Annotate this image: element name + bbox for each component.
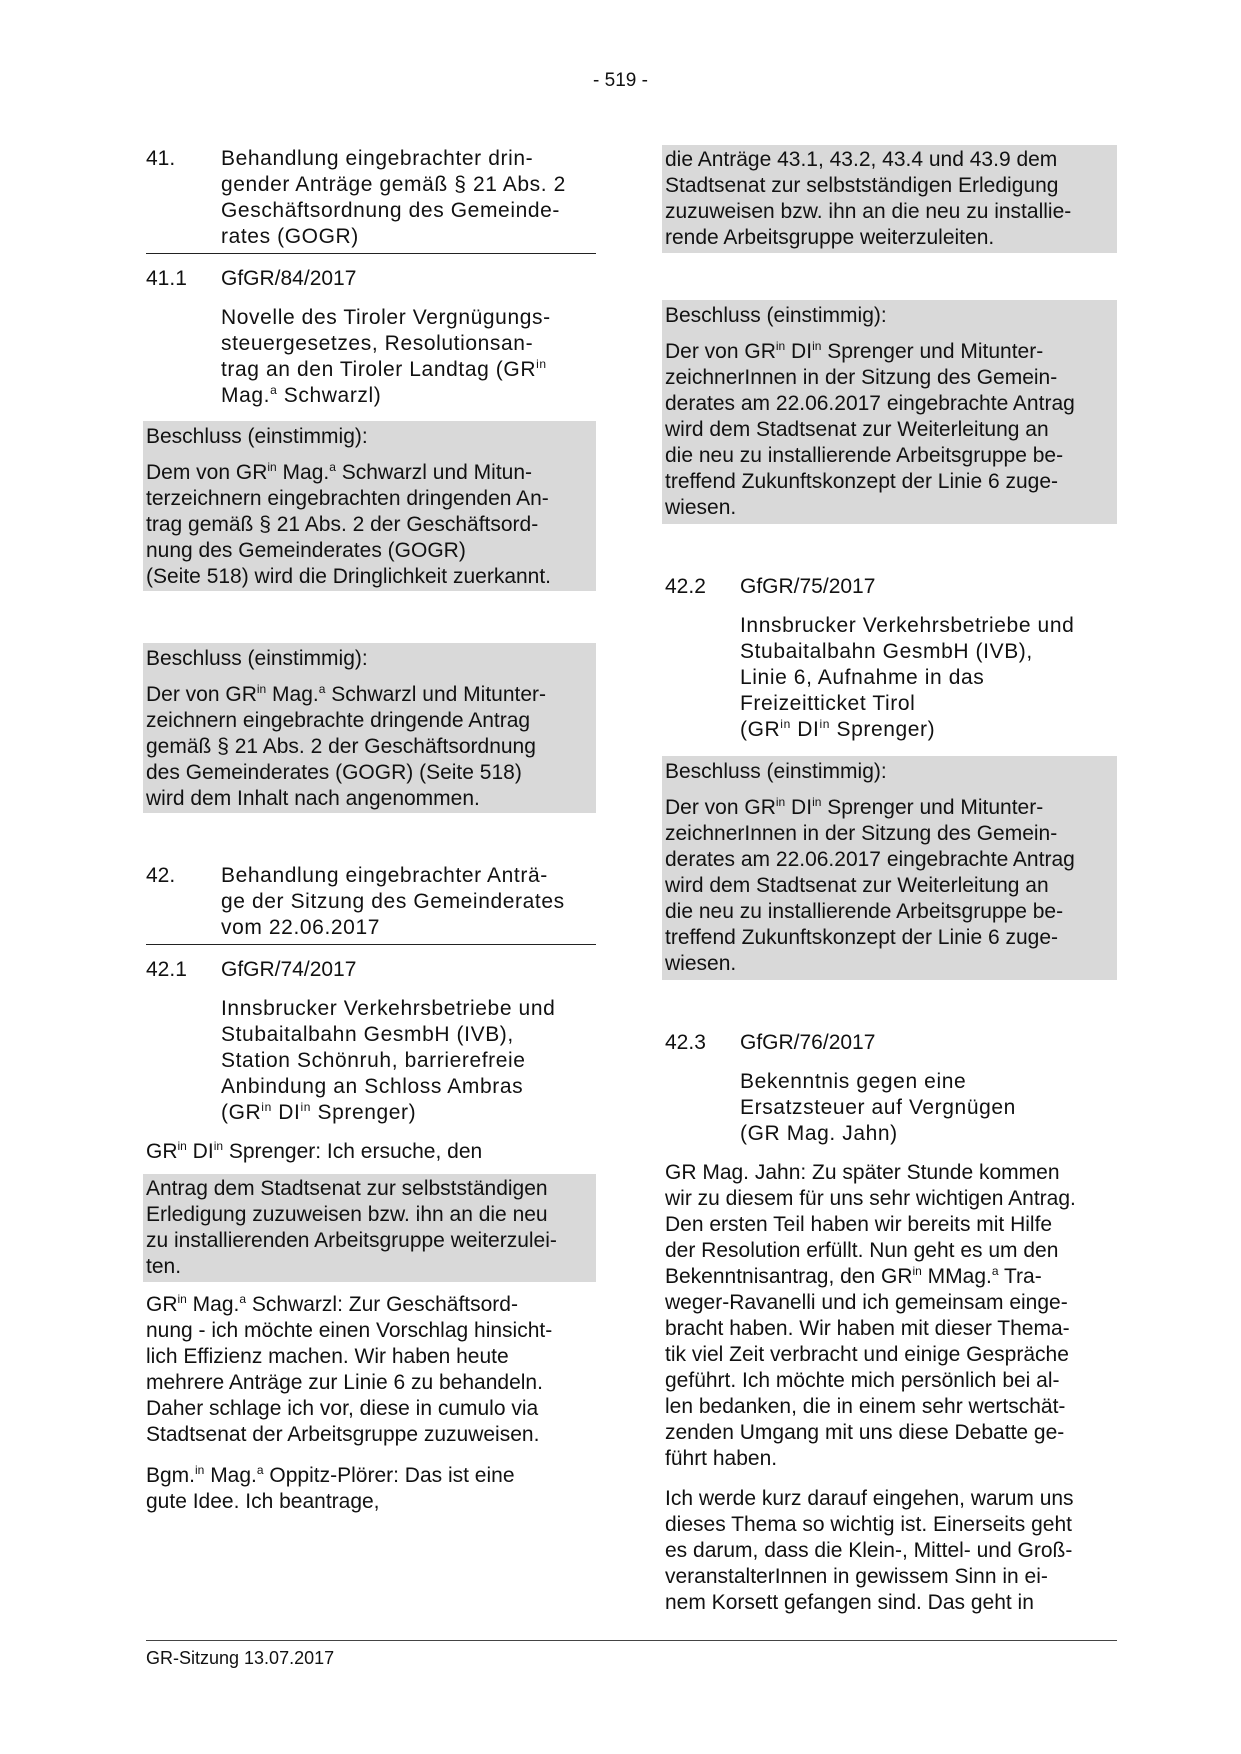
resolution-heading: Beschluss (einstimmig): — [665, 760, 887, 783]
item-number: 41.1 — [146, 267, 187, 290]
motion-text: die Anträge 43.1, 43.2, 43.4 und 43.9 dem Stadtsenat zur selbstständigen Erledigung zuzuweisen bzw. ihn an die neu zu installie- rende Arbeitsgruppe weiterzuleiten. — [665, 148, 1072, 249]
agenda-item-42-1 — [146, 957, 596, 983]
agenda-item-42-2 — [665, 574, 1117, 600]
footer-session-date: GR-Sitzung 13.07.2017 — [146, 1648, 335, 1668]
item-number: 42.1 — [146, 958, 187, 981]
resolution-text: Dem von $GR^{in}$ Mag.$^a$ Schwarzl und Mitun- terzeichnern eingebrachten dringenden An- trag gemäß § 21 Abs. 2 der Geschäftsord- nung des Gemeinderates (GOGR) (Seite 518) wird die Dringlichkeit zuerkannt. — [146, 460, 552, 588]
agenda-item-42-3 — [665, 1030, 1117, 1056]
resolution-box-2 — [143, 643, 596, 813]
footer-divider — [146, 1640, 1117, 1641]
item-42-2-title: Innsbrucker Verkehrsbetriebe und Stubaitalbahn GesmbH (IVB), Linie 6, Aufnahme in das Freizeitticket Tirol ($GR^{in}$ $DI^{in}$ Sprenger) — [740, 614, 1075, 741]
speech-oppitz-ploerer: Bgm.$^{in}$ Mag.$^a$ Oppitz-Plörer: Das ist eine gute Idee. Ich beantrage, — [146, 1463, 515, 1513]
speech-sprenger: $GR^{in}$ $DI^{in}$ Sprenger: Ich ersuche, den — [146, 1139, 483, 1163]
speech-jahn: GR Mag. Jahn: Zu später Stunde kommen wir zu diesem für uns sehr wichtigen Antrag. Den ersten Teil haben wir bereits mit Hilfe der Resolution erfüllt. Nun geht es um den Bekenntnisantrag, den $GR^{in}$ MMag.$^a$ Tra- weger-Ravanelli und ich gemeinsam einge- bracht haben. Wir haben mit dieser Thema- tik viel Zeit verbracht und einige Gespräche geführt. Ich möchte mich persönlich bei al- len bedanken, die in einem sehr wertschät- zenden Umgang mit uns diese Debatte ge- führt haben. — [665, 1161, 1076, 1470]
item-title: Behandlung eingebrachter Anträ- ge der Sitzung des Gemeinderates vom 22.06.2017 — [221, 864, 565, 939]
item-number: 42.3 — [665, 1031, 706, 1054]
resolution-box-3 — [662, 300, 1117, 524]
motion-highlight — [143, 1174, 596, 1282]
agenda-item-41 — [146, 146, 596, 254]
item-code: GfGR/75/2017 — [740, 575, 876, 598]
resolution-heading: Beschluss (einstimmig): — [146, 647, 368, 670]
speech-schwarzl: $GR^{in}$ Mag.$^a$ Schwarzl: Zur Geschäftsord- nung - ich möchte einen Vorschlag hinsicht- lich Effizienz machen. Wir haben heute mehrere Anträge zur Linie 6 zu behandeln. Daher schlage ich vor, diese in cumulo via Stadtsenat der Arbeitsgruppe zuzuweisen. — [146, 1292, 553, 1446]
motion-continuation-highlight — [662, 145, 1117, 253]
resolution-heading: Beschluss (einstimmig): — [146, 425, 368, 448]
resolution-text: Der von $GR^{in}$ $DI^{in}$ Sprenger und Mitunter- zeichnerInnen in der Sitzung des Gemein- derates am 22.06.2017 eingebrachte Antrag wird dem Stadtsenat zur Weiterleitung an die neu zu installierende Arbeitsgruppe be- treffend Zukunftskonzept der Linie 6 zuge- wiesen. — [665, 795, 1075, 975]
item-number: 42. — [146, 864, 176, 887]
item-title: Behandlung eingebrachter drin- gender Anträge gemäß § 21 Abs. 2 Geschäftsordnung des Gemeinde- rates (GOGR) — [221, 147, 566, 248]
motion-text: Antrag dem Stadtsenat zur selbstständigen Erledigung zuzuweisen bzw. ihn an die neu zu installierenden Arbeitsgruppe weiterzulei- ten. — [146, 1177, 557, 1278]
resolution-box-4 — [662, 756, 1117, 980]
item-number: 42.2 — [665, 575, 706, 598]
item-number: 41. — [146, 147, 176, 170]
speech-jahn-continued: Ich werde kurz darauf eingehen, warum uns dieses Thema so wichtig ist. Einerseits geht es darum, dass die Klein-, Mittel- und Groß- veranstalterInnen in gewissem Sinn in ei- nem Korsett gefangen sind. Das geht in — [665, 1487, 1074, 1614]
item-code: GfGR/76/2017 — [740, 1031, 876, 1054]
item-42-1-title: Innsbrucker Verkehrsbetriebe und Stubaitalbahn GesmbH (IVB), Station Schönruh, barrierefreie Anbindung an Schloss Ambras ($GR^{in}$ $DI^{in}$ Sprenger) — [221, 997, 556, 1124]
item-42-3-title: Bekenntnis gegen eine Ersatzsteuer auf Vergnügen (GR Mag. Jahn) — [740, 1070, 1016, 1145]
resolution-text: Der von $GR^{in}$ $DI^{in}$ Sprenger und Mitunter- zeichnerInnen in der Sitzung des Gemein- derates am 22.06.2017 eingebrachte Antrag wird dem Stadtsenat zur Weiterleitung an die neu zu installierende Arbeitsgruppe be- treffend Zukunftskonzept der Linie 6 zuge- wiesen. — [665, 339, 1075, 519]
agenda-item-42 — [146, 863, 596, 945]
item-code: GfGR/74/2017 — [221, 958, 357, 981]
agenda-item-41-1 — [146, 266, 596, 292]
item-41-1-title: Novelle des Tiroler Vergnügungs- steuergesetzes, Resolutionsan- trag an den Tiroler Landtag ($GR^{in}$ Mag.$^a$ Schwarzl) — [221, 306, 551, 407]
page-number: - 519 - — [593, 70, 648, 91]
resolution-text: Der von $GR^{in}$ Mag.$^a$ Schwarzl und Mitunter- zeichnern eingebrachte dringende Antrag gemäß § 21 Abs. 2 der Geschäftsordnung des Gemeinderates (GOGR) (Seite 518) wird dem Inhalt nach angenommen. — [146, 682, 547, 810]
resolution-heading: Beschluss (einstimmig): — [665, 304, 887, 327]
resolution-box-1 — [143, 421, 596, 591]
item-code: GfGR/84/2017 — [221, 267, 357, 290]
